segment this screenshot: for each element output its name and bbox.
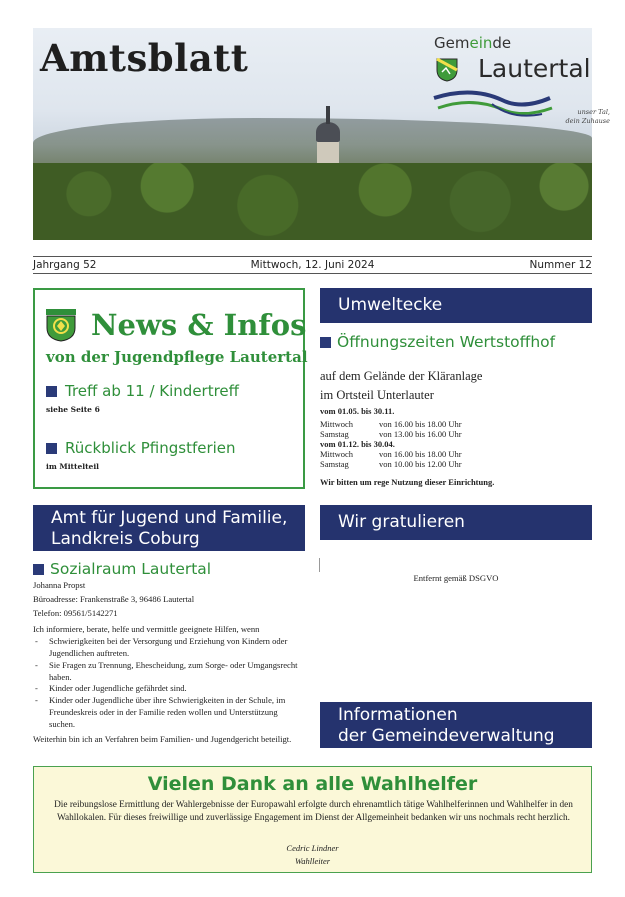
schedule-row: Mittwoch von 16.00 bis 18.00 Uhr bbox=[320, 449, 462, 459]
issue-number: Nummer 12 bbox=[529, 259, 592, 271]
masthead-title: Amtsblatt bbox=[40, 36, 249, 80]
intro-text: Ich informiere, berate, helfe und vermittle geeignete Hilfen, wenn bbox=[33, 624, 260, 635]
dsgvo-notice: Entfernt gemäß DSGVO bbox=[413, 573, 499, 583]
thanks-title: Vielen Dank an alle Wahlhelfer bbox=[147, 773, 478, 795]
list-item: - Schwierigkeiten bei der Versorgung und Erziehung von Kindern oder Jugendlichen auftreten. bbox=[33, 636, 305, 660]
news-item-heading: Treff ab 11 / Kindertreff bbox=[46, 382, 239, 400]
schedule-closing: Wir bitten um rege Nutzung dieser Einrichtung. bbox=[320, 477, 495, 487]
list-item: - Sie Fragen zu Trennung, Ehescheidung, zum Sorge- oder Umgangsrecht haben. bbox=[33, 660, 305, 684]
news-subtitle: von der Jugendpflege Lautertal bbox=[46, 348, 308, 366]
news-item-heading: Rückblick Pfingstferien bbox=[46, 439, 236, 457]
news-item-note: siehe Seite 6 bbox=[46, 405, 100, 414]
square-bullet-icon bbox=[33, 564, 44, 575]
church-spire bbox=[326, 106, 330, 124]
contact-address: Büroadresse: Frankenstraße 3, 96486 Lautertal bbox=[33, 593, 195, 604]
umweltecke-header: Umweltecke bbox=[320, 288, 592, 323]
schedule-row: Mittwoch von 16.00 bis 18.00 Uhr bbox=[320, 419, 462, 429]
jugendpflege-crest-icon bbox=[45, 308, 77, 342]
volume-number: Jahrgang 52 bbox=[33, 259, 97, 271]
gratulieren-header: Wir gratulieren bbox=[320, 505, 592, 540]
square-bullet-icon bbox=[46, 386, 57, 397]
period-heading: vom 01.05. bis 30.11. bbox=[320, 406, 395, 416]
divider bbox=[319, 558, 320, 572]
trees-foreground bbox=[33, 163, 592, 240]
news-item-note: im Mittelteil bbox=[46, 462, 100, 471]
logo-gemeinde-text: Gemeinde bbox=[434, 34, 512, 52]
square-bullet-icon bbox=[46, 443, 57, 454]
issue-date: Mittwoch, 12. Juni 2024 bbox=[250, 259, 375, 271]
contact-phone: Telefon: 09561/5142271 bbox=[33, 607, 118, 618]
logo-lautertal-text: Lautertal bbox=[478, 54, 591, 83]
logo-slogan: unser Tal, dein Zuhause bbox=[565, 108, 610, 125]
contact-name: Johanna Propst bbox=[33, 580, 86, 590]
thanks-body: Die reibungslose Ermittlung der Wahlergebnisse der Europawahl erfolgte durch ehrenamtlich tätige Wahlhelferinnen und Wahlhelfer in den Wahllokalen. Für dieses freiwillige und zuverlässige Engagement im Dienst der Allgemeinheit bedanken wir uns nochmals recht herzlich. bbox=[54, 800, 573, 824]
wahlhelfer-thanks-box bbox=[33, 766, 592, 873]
coat-of-arms-icon bbox=[436, 58, 458, 82]
list-item: - Kinder oder Jugendliche gefährdet sind. bbox=[33, 683, 305, 695]
opening-schedule bbox=[320, 406, 494, 487]
location-line: im Ortsteil Unterlauter bbox=[320, 388, 434, 402]
location-line: auf dem Gelände der Kläranlage bbox=[320, 369, 483, 383]
jugendamt-body bbox=[33, 580, 305, 745]
jugendamt-header: Amt für Jugend und Familie, Landkreis Coburg bbox=[33, 505, 305, 551]
church-dome bbox=[316, 122, 340, 142]
municipality-logo bbox=[432, 34, 610, 125]
list-item: - Kinder oder Jugendliche über ihre Schwierigkeiten in der Schule, im Freundeskreis oder in der Familie reden wollen und Unterstützung suchen. bbox=[33, 695, 305, 730]
news-title: News & Infos bbox=[91, 308, 307, 342]
verwaltung-header: Informationen der Gemeindeverwaltung bbox=[320, 702, 592, 748]
closing-text: Weiterhin bin ich an Verfahren beim Familien- und Jugendgericht beteiligt. bbox=[33, 733, 292, 744]
news-infos-box bbox=[33, 288, 308, 489]
square-bullet-icon bbox=[320, 337, 331, 348]
issue-info-line bbox=[33, 256, 592, 274]
period-heading: vom 01.12. bis 30.04. bbox=[320, 439, 395, 449]
schedule-row: Samstag von 13.00 bis 16.00 Uhr bbox=[320, 429, 462, 439]
schedule-row: Samstag von 10.00 bis 12.00 Uhr bbox=[320, 459, 462, 469]
signature-name: Cedric Lindner bbox=[286, 843, 339, 853]
sozialraum-heading: Sozialraum Lautertal bbox=[33, 560, 211, 578]
wertstoffhof-heading: Öffnungszeiten Wertstoffhof bbox=[320, 333, 555, 351]
signature-role: Wahlleiter bbox=[294, 856, 331, 866]
